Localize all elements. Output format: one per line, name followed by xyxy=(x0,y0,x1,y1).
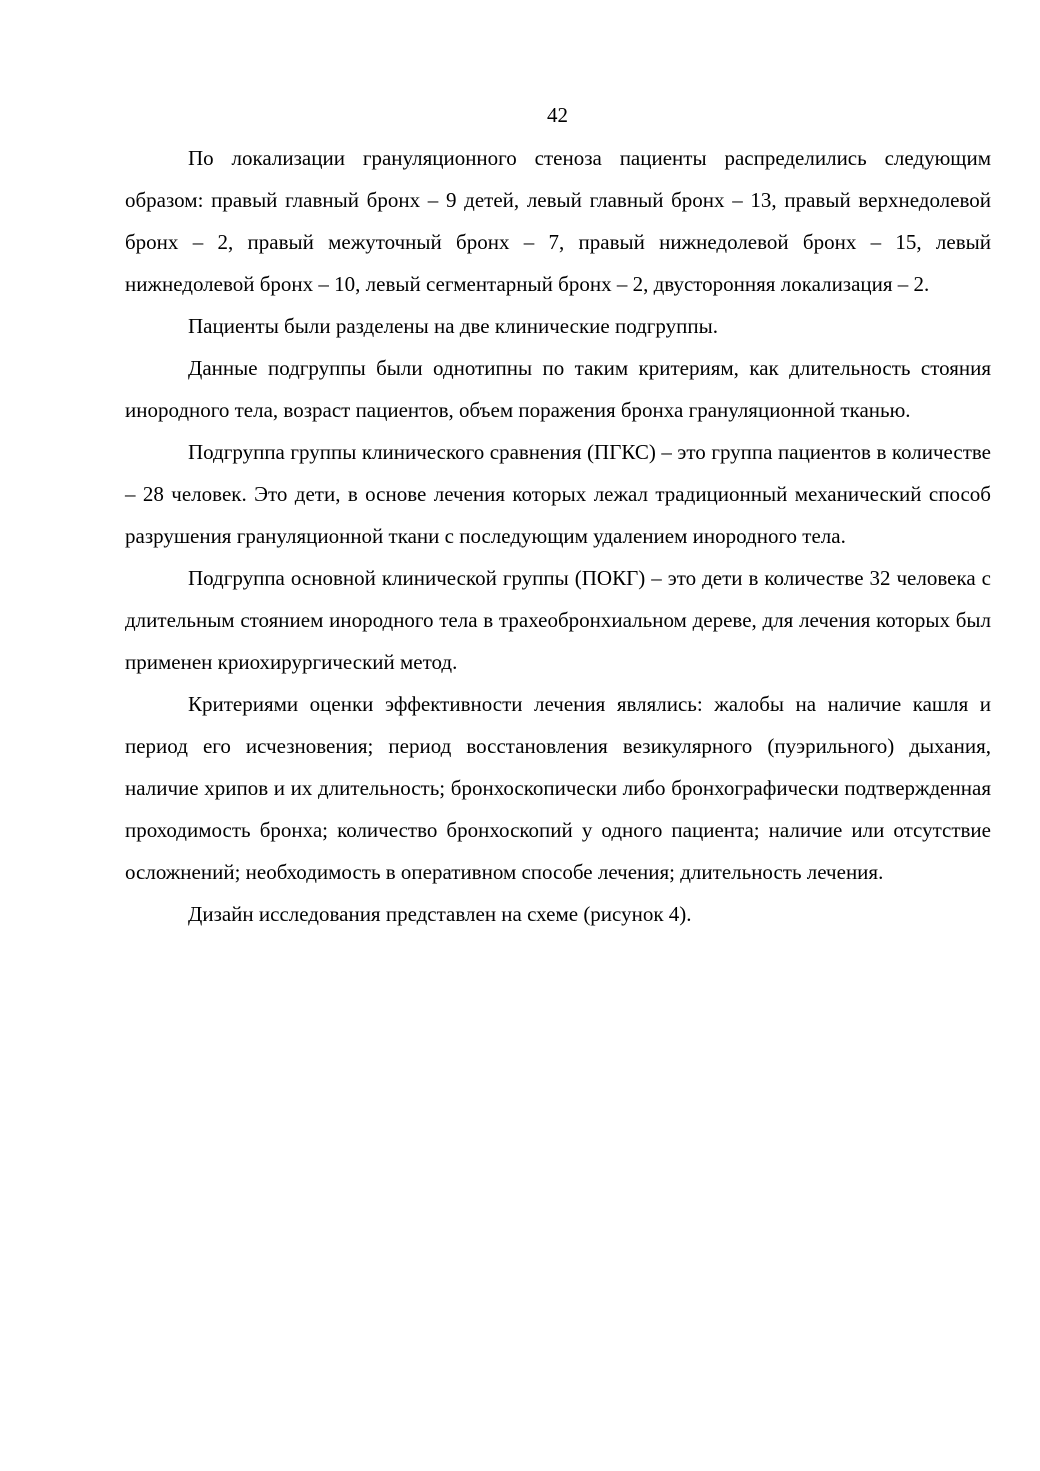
paragraph-criteria-similarity: Данные подгруппы были однотипны по таким критериям, как длительность стояния инородного тела, возраст пациентов, объем поражения бронха грануляционной тканью. xyxy=(125,356,991,422)
paragraph-main-group: Подгруппа основной клинической группы (ПОКГ) – это дети в количестве 32 человека с длительным стоянием инородного тела в трахеобронхиальном дереве, для лечения которых был применен криохирургический метод. xyxy=(125,566,991,674)
paragraph-study-design: Дизайн исследования представлен на схеме (рисунок 4). xyxy=(188,902,692,926)
paragraph-subgroups: Пациенты были разделены на две клинические подгруппы. xyxy=(188,314,718,338)
body-text xyxy=(125,137,991,935)
paragraph-efficacy-criteria: Критериями оценки эффективности лечения являлись: жалобы на наличие кашля и период его исчезновения; период восстановления везикулярного (пуэрильного) дыхания, наличие хрипов и их длительность; бронхоскопически либо бронхографически подтвержденная проходимость бронха; количество бронхоскопий у одного пациента; наличие или отсутствие осложнений; необходимость в оперативном способе лечения; длительность лечения. xyxy=(125,692,991,884)
paragraph-comparison-group: Подгруппа группы клинического сравнения (ПГКС) – это группа пациентов в количестве – 28 человек. Это дети, в основе лечения которых лежал традиционный механический способ разрушения грануляционной ткани с последующим удалением инородного тела. xyxy=(125,440,991,548)
paragraph-localization: По локализации грануляционного стеноза пациенты распределились следующим образом: правый главный бронх – 9 детей, левый главный бронх – 13, правый верхнедолевой бронх – 2, правый межуточный бронх – 7, правый нижнедолевой бронх – 15, левый нижнедолевой бронх – 10, левый сегментарный бронх – 2, двусторонняя локализация – 2. xyxy=(125,146,991,296)
page-number: 42 xyxy=(547,103,568,127)
